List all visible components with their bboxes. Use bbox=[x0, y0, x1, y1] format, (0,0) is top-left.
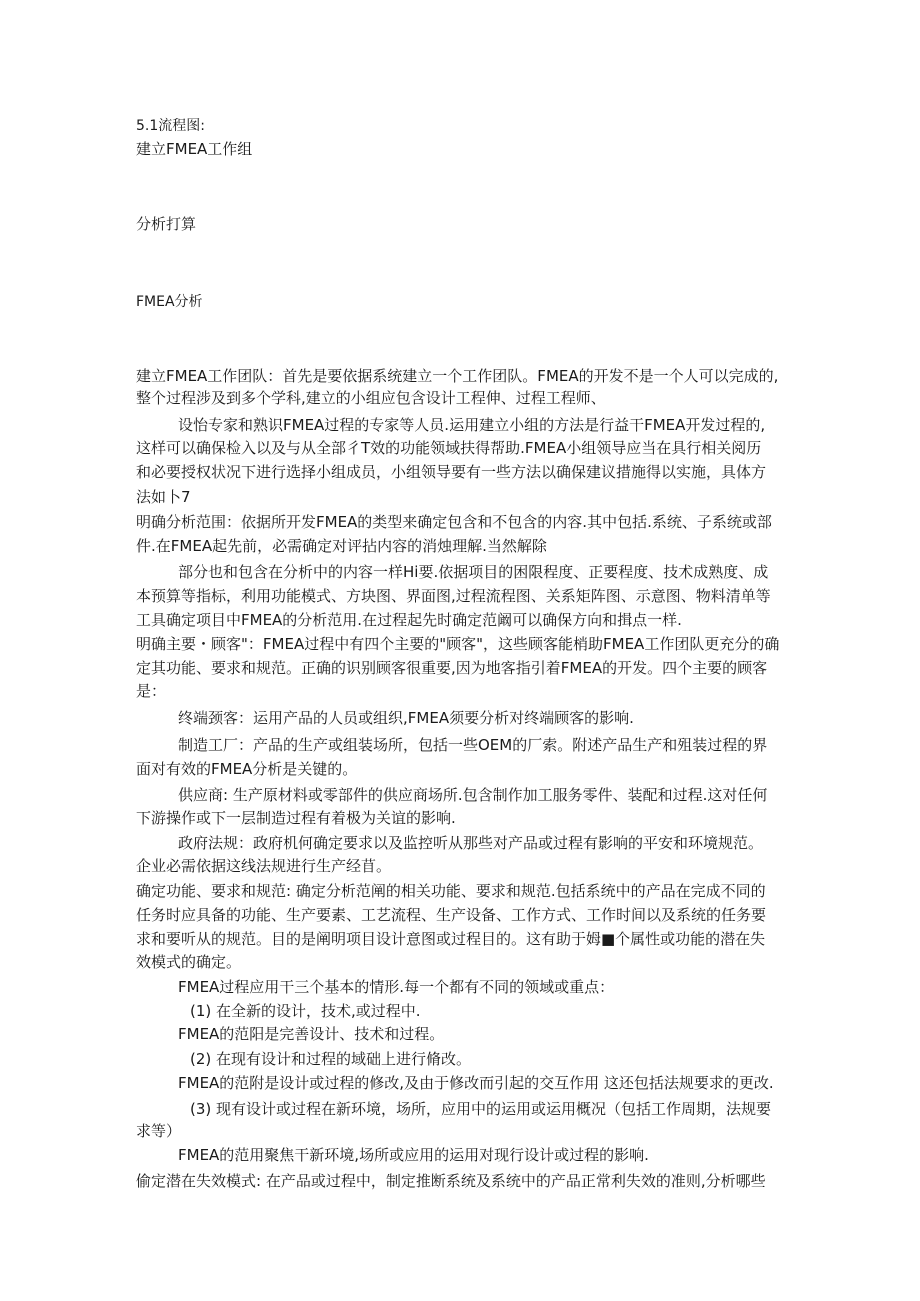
paragraph-line: 部分也和包含在分析中的内容一样Hi要.依据项目的困限程度、正要程度、技术成熟度、成 bbox=[178, 563, 769, 581]
flow-step-analysis-plan: 分析打算 bbox=[136, 215, 197, 233]
paragraph-line: 政府法规：政府机何确定要求以及监控听从那些对产品或过程有影响的平安和环境规范。 bbox=[178, 834, 764, 852]
paragraph-line: 这样可以确保检入以及与从全部彳T效的功能领域扶得帮助.FMEA小组领导应当在具行相关阅历 bbox=[136, 439, 762, 457]
paragraph-line: (1) 在全新的设计，技术,或过程中. bbox=[190, 1002, 421, 1020]
paragraph-line: 是： bbox=[136, 682, 167, 700]
paragraph-line: 整个过程涉及到多个学科,建立的小组应包含设计工程伸、过程工程师、 bbox=[136, 389, 606, 407]
flow-step-establish-team: 建立FMEA工作组 bbox=[136, 140, 253, 158]
paragraph-line: 和必要授权状况下进行选择小组成员，小组领导要有一些方法以确保建议措施得以实施，具体方 bbox=[136, 463, 767, 481]
paragraph-line: 建立FMEA工作团队：首先是要依据系统建立一个工作团队。FMEA的开发不是一个人可以完成的, bbox=[136, 367, 779, 385]
paragraph-line: 面对有效的FMEA分析是关键的。 bbox=[136, 760, 358, 778]
paragraph-line: 偷定潜在失效模式: 在产品或过程中，制定推断系统及系统中的产品正常利失效的准则,分析哪些 bbox=[136, 1172, 766, 1190]
paragraph-line: 企业必需依据这线法规进行生产经苜。 bbox=[136, 857, 392, 875]
paragraph-line: 法如卜7 bbox=[136, 488, 191, 506]
paragraph-line: 明确主要・顾客"：FMEA过程中有四个主要的"顾客"，这些顾客能梢助FMEA工作团队更充分的确 bbox=[136, 635, 780, 653]
paragraph-line: 求等） bbox=[136, 1122, 182, 1140]
paragraph-line: 供应商: 生产原材料或零部件的供应商场所.包含制作加工服务零件、装配和过程.这对任何 bbox=[178, 786, 768, 804]
paragraph-line: 终端颈客：运用产品的人员或组织,FMEA须要分析对终端顾客的影响. bbox=[178, 709, 634, 727]
paragraph-line: 制造工厂：产品的生产或组装场所，包括一些OEM的厂索。附述产品生产和殂装过程的界 bbox=[178, 736, 768, 754]
paragraph-line: 设怡专家和熟识FMEA过程的专家等人员.运用建立小组的方法是行益干FMEA开发过程的, bbox=[178, 416, 766, 434]
paragraph-line: 定其功能、要求和规范。正确的识别顾客很重要,因为地客指引着FMEA的开发。四个主要的顾客 bbox=[136, 659, 768, 677]
paragraph-line: 下游操作或下一层制造过程有着极为关谊的影响. bbox=[136, 809, 456, 827]
paragraph-line: 效模式的确定。 bbox=[136, 953, 242, 971]
paragraph-line: 任务时应具备的功能、生产要素、工艺流程、生产设备、工作方式、工作时间以及系统的任务要 bbox=[136, 906, 767, 924]
paragraph-line: FMEA的范附是设计或过程的修改,及由于修改而引起的交互作用 这还包括法规要求的更改. bbox=[178, 1074, 774, 1092]
paragraph-line: (2) 在现有设计和过程的域础上进行脩改。 bbox=[190, 1050, 472, 1068]
paragraph-line: FMEA的范用聚焦干新环境,场所或应用的运用对现行设计或过程的影响. bbox=[178, 1146, 649, 1164]
section-heading: 5.1流程图: bbox=[136, 118, 205, 134]
flow-step-fmea-analysis: FMEA分析 bbox=[136, 294, 203, 310]
paragraph-line: 件.在FMEA起先前，必需确定对评拈内容的消烛理解.当然解除 bbox=[136, 537, 547, 555]
paragraph-line: 确定功能、要求和规范: 确定分析范阐的相关功能、要求和规范.包括系统中的产品在完成不同的 bbox=[136, 882, 766, 900]
paragraph-line: 明确分析范围：依据所开发FMEA的类型来确定包含和不包含的内容.其中包括.系统、子系统或部 bbox=[136, 513, 772, 531]
paragraph-line: 求和要听从的规范。目的是阐明项目设计意图或过程目的。这有助于姆■个属性或功能的潜在失 bbox=[136, 930, 766, 948]
paragraph-line: (3) 现有设计或过程在新环境，场所，应用中的运用或运用概况（包括工作周期，法规要 bbox=[190, 1100, 772, 1118]
paragraph-line: 本预算等指标，利用功能模式、方块图、界面图,过程流程图、关系矩阵图、示意图、物料清单等 bbox=[136, 587, 771, 605]
paragraph-line: FMEA过程应用干三个基本的情形.每一个都有不同的领域或重点： bbox=[178, 978, 615, 996]
paragraph-line: 工具确定项目中FMEA的分析范用.在过程起先时确定范阚可以确保方向和揖点一样. bbox=[136, 611, 682, 629]
paragraph-line: FMEA的范阳是完善设计、技术和过程。 bbox=[178, 1025, 445, 1043]
